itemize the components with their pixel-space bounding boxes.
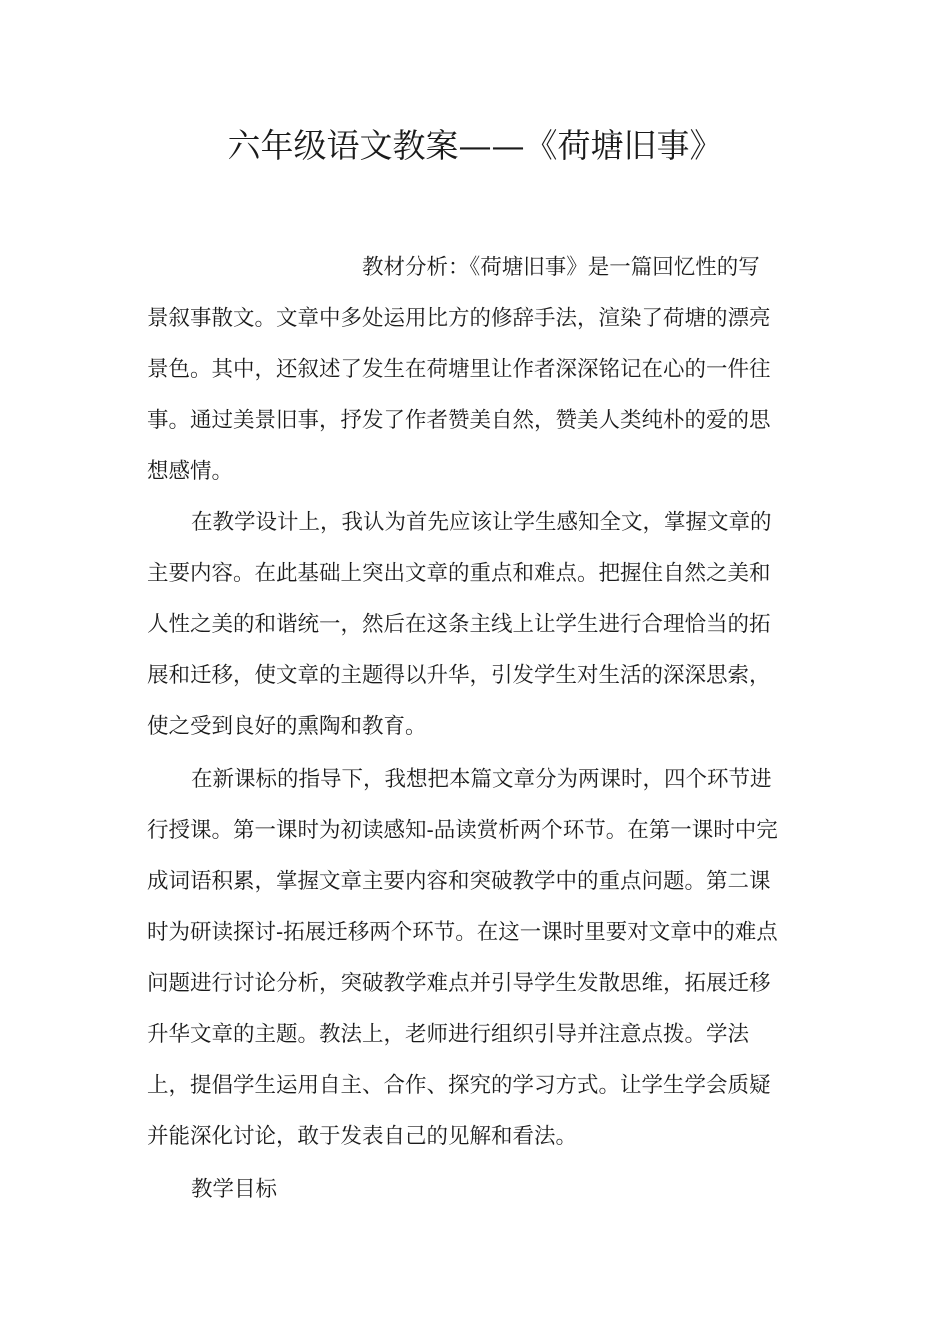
text-line: 升华文章的主题。教法上，老师进行组织引导并注意点拨。学法 bbox=[147, 1022, 750, 1047]
text-line: 展和迁移，使文章的主题得以升华，引发学生对生活的深深思索， bbox=[147, 663, 771, 688]
text-line: 在新课标的指导下，我想把本篇文章分为两课时，四个环节进 bbox=[191, 767, 772, 792]
text-line: 想感情。 bbox=[147, 459, 234, 484]
text-line: 成词语积累，掌握文章主要内容和突破教学中的重点问题。第二课 bbox=[147, 869, 771, 894]
text-line: 景色。其中，还叙述了发生在荷塘里让作者深深铭记在心的一件往 bbox=[147, 357, 771, 382]
section-heading: 教学目标 bbox=[191, 1177, 278, 1202]
text-line: 上，提倡学生运用自主、合作、探究的学习方式。让学生学会质疑 bbox=[147, 1073, 771, 1098]
text-line: 事。通过美景旧事，抒发了作者赞美自然，赞美人类纯朴的爱的思 bbox=[147, 408, 771, 433]
document-title: 六年级语文教案——《荷塘旧事》 bbox=[227, 126, 723, 165]
text-line: 使之受到良好的熏陶和教育。 bbox=[147, 714, 427, 739]
text-line: 景叙事散文。文章中多处运用比方的修辞手法，渲染了荷塘的漂亮 bbox=[147, 306, 771, 331]
text-line: 行授课。第一课时为初读感知-品读赏析两个环节。在第一课时中完 bbox=[147, 818, 778, 843]
text-line: 在教学设计上，我认为首先应该让学生感知全文，掌握文章的 bbox=[191, 510, 772, 535]
text-line: 问题进行讨论分析，突破教学难点并引导学生发散思维，拓展迁移 bbox=[147, 971, 771, 996]
text-line: 时为研读探讨-拓展迁移两个环节。在这一课时里要对文章中的难点 bbox=[147, 920, 778, 945]
text-line: 并能深化讨论，敢于发表自己的见解和看法。 bbox=[147, 1124, 578, 1149]
text-line: 教材分析：《荷塘旧事》是一篇回忆性的写 bbox=[362, 255, 760, 280]
text-line: 人性之美的和谐统一，然后在这条主线上让学生进行合理恰当的拓 bbox=[147, 612, 771, 637]
text-line: 主要内容。在此基础上突出文章的重点和难点。把握住自然之美和 bbox=[147, 561, 771, 586]
